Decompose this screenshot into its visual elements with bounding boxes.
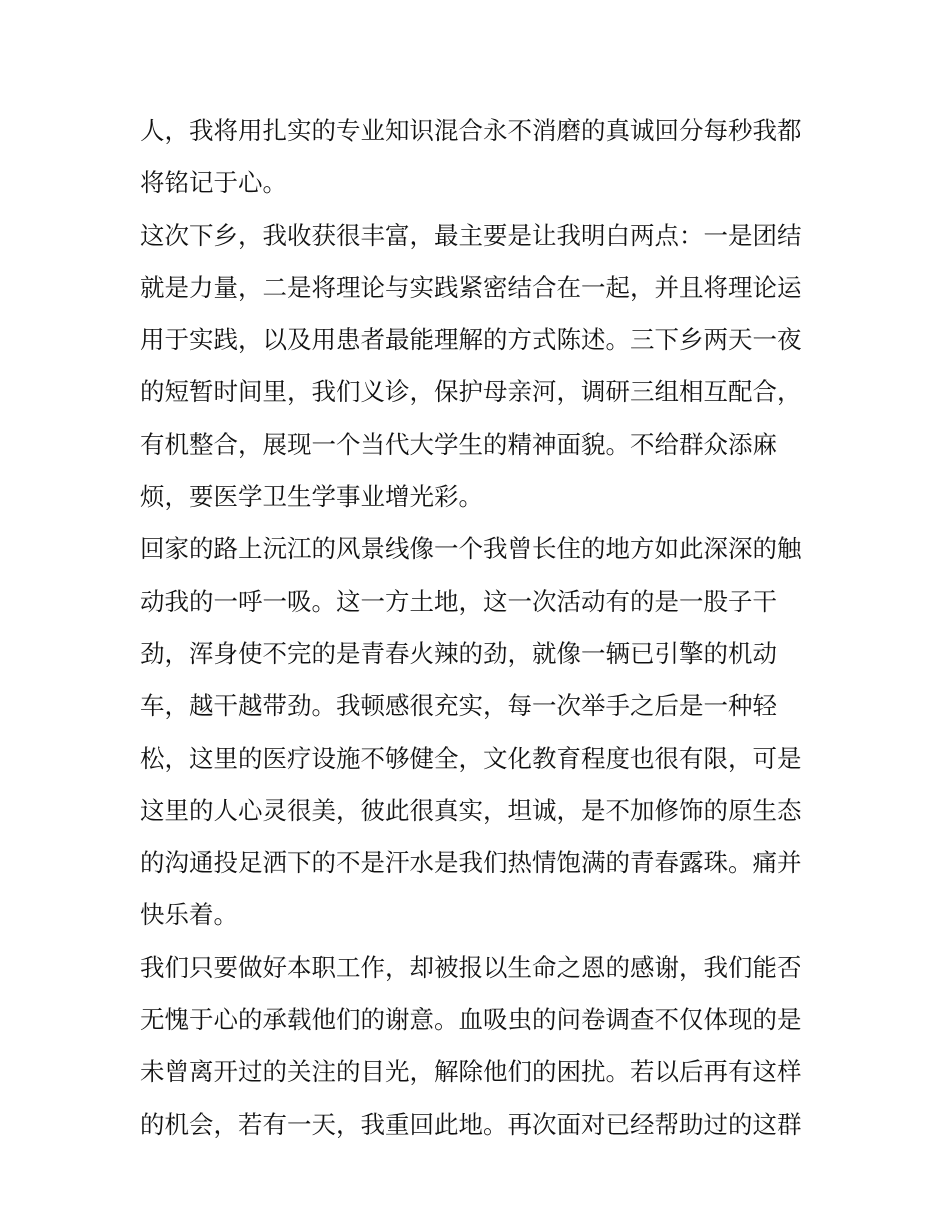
text-line: 我们只要做好本职工作，却被报以生命之恩的感谢，我们能否 bbox=[140, 952, 802, 982]
text-line: 的短暂时间里，我们义诊，保护母亲河，调研三组相互配合， bbox=[140, 377, 802, 407]
text-line: 的机会，若有一天，我重回此地。再次面对已经帮助过的这群 bbox=[140, 1109, 802, 1139]
text-line: 人，我将用扎实的专业知识混合永不消磨的真诚回分每秒我都 bbox=[140, 116, 802, 145]
text-line: 未曾离开过的关注的目光，解除他们的困扰。若以后再有这样 bbox=[140, 1057, 802, 1087]
text-line: 用于实践，以及用患者最能理解的方式陈述。三下乡两天一夜 bbox=[140, 325, 802, 355]
text-line: 这里的人心灵很美，彼此很真实，坦诚，是不加修饰的原生态 bbox=[140, 795, 802, 825]
text-line: 就是力量，二是将理论与实践紧密结合在一起，并且将理论运 bbox=[140, 272, 802, 302]
text-line: 回家的路上沅江的风景线像一个我曾长住的地方如此深深的触 bbox=[140, 534, 802, 564]
document-body bbox=[140, 105, 820, 1151]
text-line: 有机整合，展现一个当代大学生的精神面貌。不给群众添麻 bbox=[140, 429, 777, 459]
text-line: 车，越干越带劲。我顿感很充实，每一次举手之后是一种轻 bbox=[140, 691, 777, 721]
text-line: 快乐着。 bbox=[140, 900, 238, 930]
text-line: 劲，浑身使不完的是青春火辣的劲，就像一辆已引擎的机动 bbox=[140, 638, 777, 668]
text-line: 无愧于心的承载他们的谢意。血吸虫的问卷调查不仅体现的是 bbox=[140, 1005, 802, 1035]
text-line: 将铭记于心。 bbox=[140, 168, 287, 198]
text-line: 的沟通投足洒下的不是汗水是我们热情饱满的青春露珠。痛并 bbox=[140, 848, 802, 878]
text-line: 烦，要医学卫生学事业增光彩。 bbox=[140, 482, 483, 512]
text-line: 这次下乡，我收获很丰富，最主要是让我明白两点：一是团结 bbox=[140, 220, 802, 250]
text-line: 松，这里的医疗设施不够健全，文化教育程度也很有限，可是 bbox=[140, 743, 802, 773]
text-line: 动我的一呼一吸。这一方土地，这一次活动有的是一股子干 bbox=[140, 586, 777, 616]
